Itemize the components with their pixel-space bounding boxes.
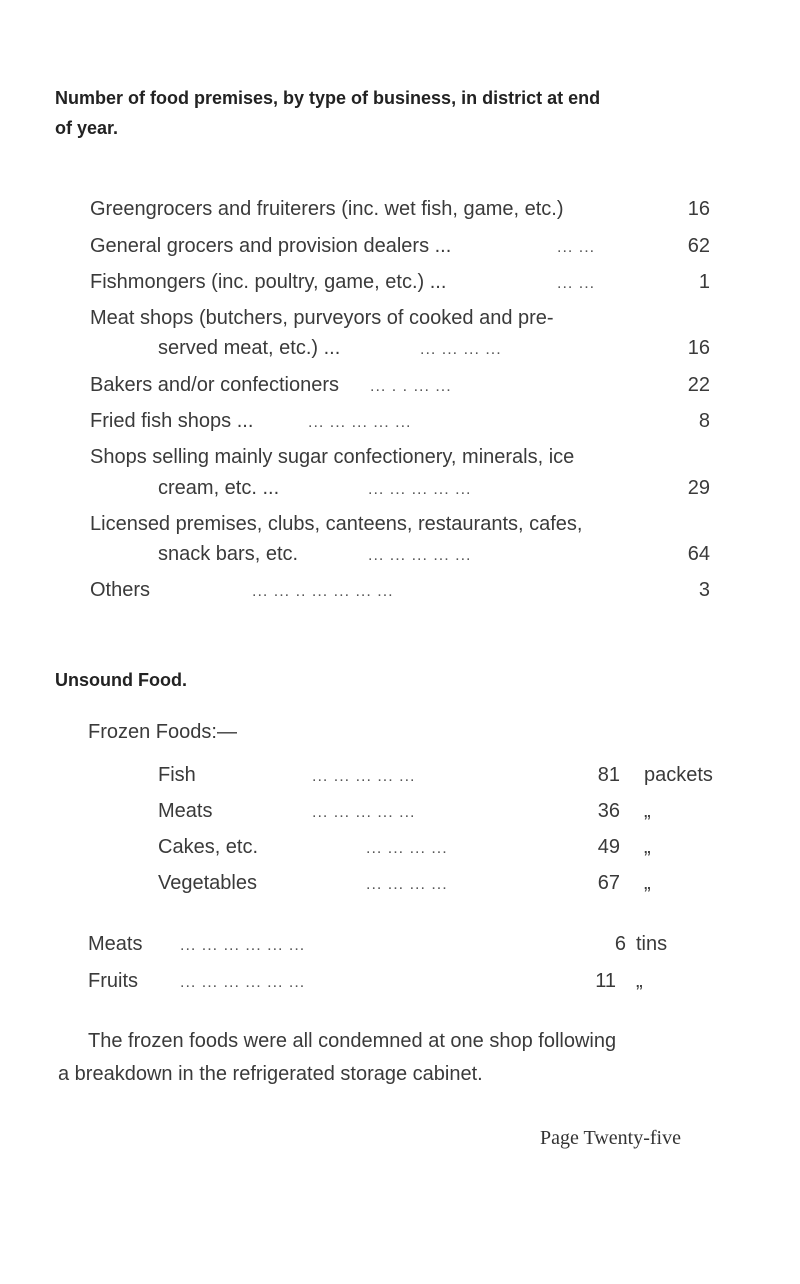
page-heading-line1: Number of food premises, by type of business, in district at end	[55, 88, 601, 108]
premises-label: Greengrocers and fruiterers (inc. wet fish, game, etc.)	[90, 198, 564, 220]
leader-dots: ... ... ... ... ...	[368, 481, 472, 498]
leader-dots: ... ... ... ... ...	[308, 414, 412, 431]
premises-count: 29	[687, 477, 710, 499]
premises-count: 8	[698, 410, 710, 432]
leader-dots: ... ... ... ...	[366, 876, 448, 893]
premises-count: 3	[698, 579, 710, 601]
frozen-item-qty: 81	[597, 764, 620, 786]
premises-count: 22	[687, 374, 710, 396]
leader-dots: ... ...	[557, 275, 596, 292]
premises-label-cont: cream, etc. ...	[158, 477, 280, 499]
premises-label: General grocers and provision dealers ...	[90, 235, 452, 257]
premises-label: Shops selling mainly sugar confectionery, minerals, ice	[90, 446, 575, 468]
frozen-item-label: Cakes, etc.	[158, 836, 259, 858]
leader-dots: ... ... ... ... ...	[368, 547, 472, 564]
page-heading-line2: of year.	[55, 118, 119, 138]
premises-label: Bakers and/or confectioners	[90, 374, 340, 396]
frozen-item-qty: 49	[597, 836, 620, 858]
tinned-item-label: Meats	[88, 933, 143, 955]
frozen-item-label: Meats	[158, 800, 213, 822]
leader-dots: ... ... ... ...	[420, 341, 502, 358]
leader-dots: ... ... ... ...	[366, 840, 448, 857]
frozen-item-unit: „	[644, 800, 651, 822]
leader-dots: ... ... ... ... ... ...	[180, 937, 306, 954]
leader-dots: ... ...	[557, 239, 596, 256]
frozen-item-label: Fish	[158, 764, 196, 786]
premises-count: 64	[687, 543, 710, 565]
leader-dots: ... ... .. ... ... ... ...	[252, 583, 394, 600]
leader-dots: ... ... ... ... ...	[312, 768, 416, 785]
page-number: Page Twenty-five	[540, 1127, 681, 1149]
frozen-item-unit: packets	[644, 764, 713, 786]
premises-label: Meat shops (butchers, purveyors of cooked and pre-	[90, 307, 554, 329]
unsound-food-heading: Unsound Food.	[55, 670, 187, 690]
tinned-item-qty: 11	[595, 970, 616, 992]
premises-label: Others	[90, 579, 151, 601]
frozen-item-qty: 36	[597, 800, 620, 822]
tinned-item-qty: 6	[614, 933, 626, 955]
footnote-line2: a breakdown in the refrigerated storage cabinet.	[58, 1063, 483, 1085]
leader-dots: ... ... ... ... ...	[312, 804, 416, 821]
frozen-item-qty: 67	[597, 872, 620, 894]
frozen-item-unit: „	[644, 836, 651, 858]
premises-count: 16	[687, 198, 710, 220]
tinned-item-unit: tins	[636, 933, 668, 955]
frozen-item-label: Vegetables	[158, 872, 257, 894]
premises-label: Fried fish shops ...	[90, 410, 254, 432]
frozen-item-unit: „	[644, 872, 651, 894]
premises-label-cont: served meat, etc.) ...	[158, 337, 341, 359]
premises-label: Licensed premises, clubs, canteens, restaurants, cafes,	[90, 513, 583, 535]
premises-count: 62	[687, 235, 710, 257]
premises-label-cont: snack bars, etc.	[158, 543, 299, 565]
leader-dots: ... . . ... ...	[370, 378, 452, 395]
premises-count: 1	[698, 271, 710, 293]
frozen-foods-heading: Frozen Foods:—	[88, 721, 237, 743]
premises-label: Fishmongers (inc. poultry, game, etc.) ...	[90, 271, 447, 293]
tinned-item-label: Fruits	[88, 970, 138, 992]
premises-count: 16	[687, 337, 710, 359]
footnote-line1: The frozen foods were all condemned at one shop following	[88, 1030, 617, 1052]
leader-dots: ... ... ... ... ... ...	[180, 974, 306, 991]
tinned-item-unit: „	[636, 970, 643, 992]
